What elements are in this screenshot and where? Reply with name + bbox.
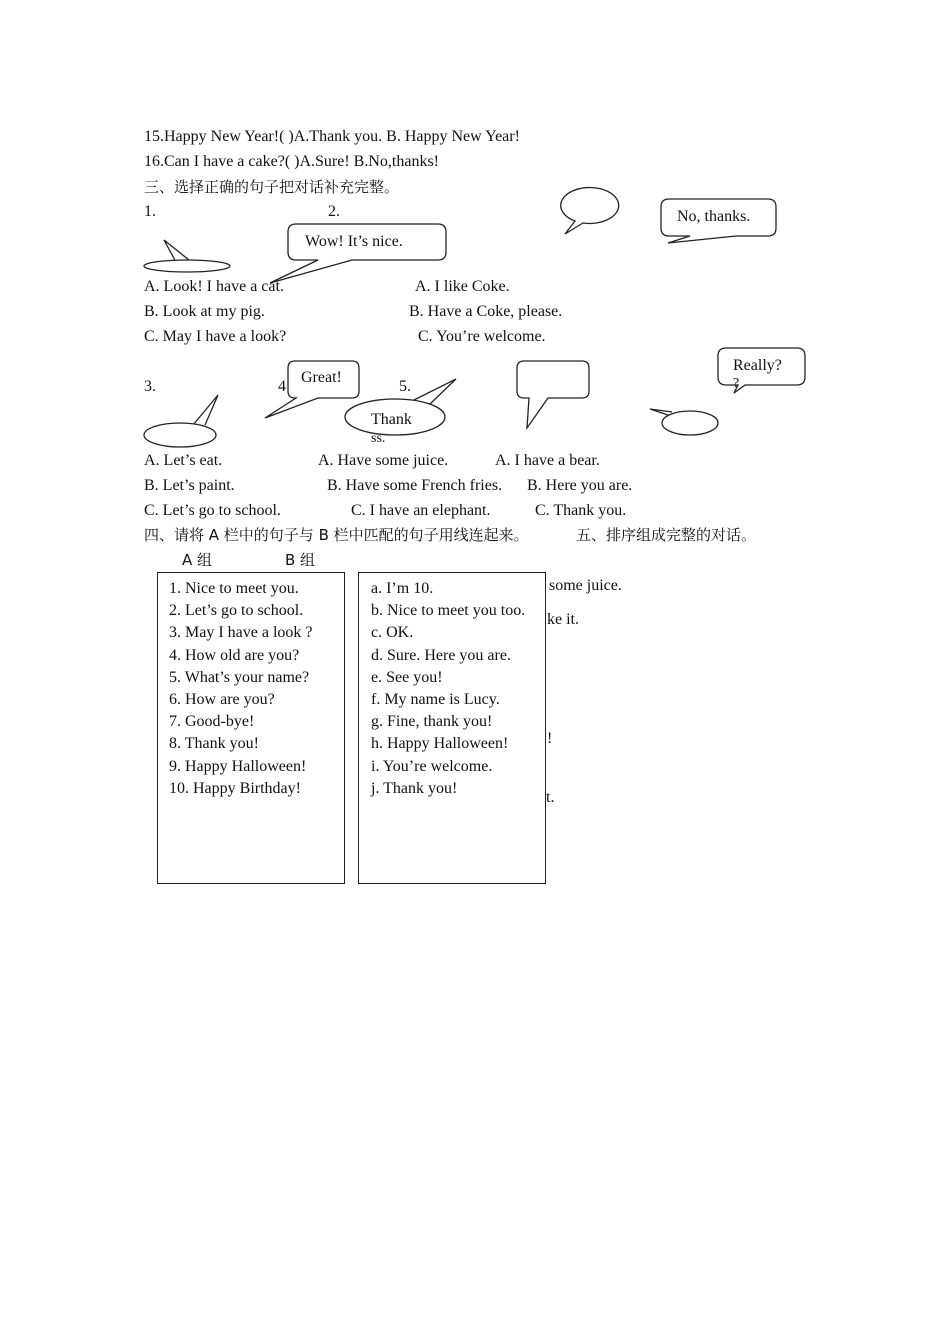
bubble-no-thanks-text: No, thanks. bbox=[677, 208, 751, 225]
group-a-item: 10. Happy Birthday! bbox=[169, 779, 301, 797]
group-a-label: A 组 bbox=[182, 551, 213, 569]
group-b-item: i. You’re welcome. bbox=[371, 757, 493, 775]
option-2a: A. I like Coke. bbox=[415, 278, 510, 295]
section-5-fragment: ! bbox=[547, 730, 553, 747]
bubble-1-shape bbox=[144, 260, 230, 272]
option-1b: B. Look at my pig. bbox=[144, 303, 265, 320]
option-5a: A. I have a bear. bbox=[495, 452, 600, 469]
section-4-title: 四、请将 A 栏中的句子与 B 栏中匹配的句子用线连起来。 bbox=[144, 526, 529, 544]
group-a-item: 1. Nice to meet you. bbox=[169, 580, 299, 597]
group-b-item: a. I’m 10. bbox=[371, 580, 434, 597]
bubble-3-shape bbox=[144, 423, 216, 447]
option-2c: C. You’re welcome. bbox=[418, 328, 546, 345]
group-b-item: d. Sure. Here you are. bbox=[371, 646, 511, 664]
option-5c: C. Thank you. bbox=[535, 502, 627, 519]
option-2b: B. Have a Coke, please. bbox=[409, 303, 563, 320]
group-b-item: c. OK. bbox=[371, 624, 414, 642]
section-5-fragment: t. bbox=[546, 789, 555, 806]
group-b-item: b. Nice to meet you too. bbox=[371, 602, 526, 620]
option-3c: C. Let’s go to school. bbox=[144, 502, 281, 519]
bubble-thank-text-overflow: ss. bbox=[371, 431, 386, 446]
option-1a: A. Look! I have a cat. bbox=[144, 278, 284, 295]
bubble-great-text: Great! bbox=[301, 369, 342, 386]
item-number-5: 5. bbox=[399, 378, 411, 395]
section-5-fragment: ke it. bbox=[547, 611, 579, 628]
section-3-title: 三、选择正确的句子把对话补充完整。 bbox=[144, 178, 400, 196]
bubble-small-right-shape bbox=[662, 411, 718, 435]
group-a-list bbox=[169, 578, 313, 800]
group-a-item: 9. Happy Halloween! bbox=[169, 757, 307, 775]
item-number-3: 3. bbox=[144, 378, 156, 395]
group-b-item: e. See you! bbox=[371, 668, 443, 686]
group-a-item: 3. May I have a look ? bbox=[169, 624, 313, 642]
group-a-item: 6. How are you? bbox=[169, 691, 275, 709]
bubble-thank-text: Thank bbox=[371, 411, 412, 428]
question-16: 16.Can I have a cake?( )A.Sure! B.No,thanks! bbox=[144, 153, 440, 170]
section-5-fragment: some juice. bbox=[549, 577, 622, 594]
group-a-item: 2. Let’s go to school. bbox=[169, 602, 304, 620]
group-a-item: 5. What’s your name? bbox=[169, 668, 310, 686]
option-5b: B. Here you are. bbox=[527, 477, 633, 494]
bubble-3-shape bbox=[193, 395, 218, 425]
bubble-top-empty-shape bbox=[561, 187, 619, 234]
group-b-label: B 组 bbox=[285, 551, 316, 569]
question-15: 15.Happy New Year!( )A.Thank you. B. Happy New Year! bbox=[144, 128, 520, 145]
option-3b: B. Let’s paint. bbox=[144, 477, 235, 494]
bubble-thank-shape bbox=[412, 379, 456, 404]
item-number-2: 2. bbox=[328, 203, 340, 220]
group-b-item: g. Fine, thank you! bbox=[371, 713, 493, 731]
bubble-1-shape bbox=[164, 240, 189, 262]
bubble-small-right-shape bbox=[650, 409, 672, 415]
group-a-item: 8. Thank you! bbox=[169, 735, 259, 753]
item-number-1: 1. bbox=[144, 203, 156, 220]
option-4b: B. Have some French fries. bbox=[327, 477, 503, 494]
group-b-item: j. Thank you! bbox=[371, 779, 458, 797]
group-b-list bbox=[371, 578, 525, 800]
bubble-wow-text: Wow! It’s nice. bbox=[305, 233, 403, 250]
group-b-box bbox=[358, 572, 546, 884]
option-4c: C. I have an elephant. bbox=[351, 502, 491, 519]
bubble-really-text: Really? bbox=[733, 357, 782, 374]
group-b-item: f. My name is Lucy. bbox=[371, 691, 500, 709]
bubble-empty-rect-shape bbox=[517, 361, 589, 428]
option-3a: A. Let’s eat. bbox=[144, 452, 223, 469]
bubble-really-text-overflow: ? bbox=[733, 376, 740, 391]
group-a-item: 4. How old are you? bbox=[169, 646, 300, 664]
option-4a: A. Have some juice. bbox=[318, 452, 449, 469]
item-number-4: 4 bbox=[278, 378, 286, 395]
group-a-item: 7. Good-bye! bbox=[169, 713, 255, 731]
section-5-title: 五、排序组成完整的对话。 bbox=[576, 526, 757, 544]
group-a-box bbox=[157, 572, 345, 884]
option-1c: C. May I have a look? bbox=[144, 328, 287, 345]
group-b-item: h. Happy Halloween! bbox=[371, 735, 509, 753]
